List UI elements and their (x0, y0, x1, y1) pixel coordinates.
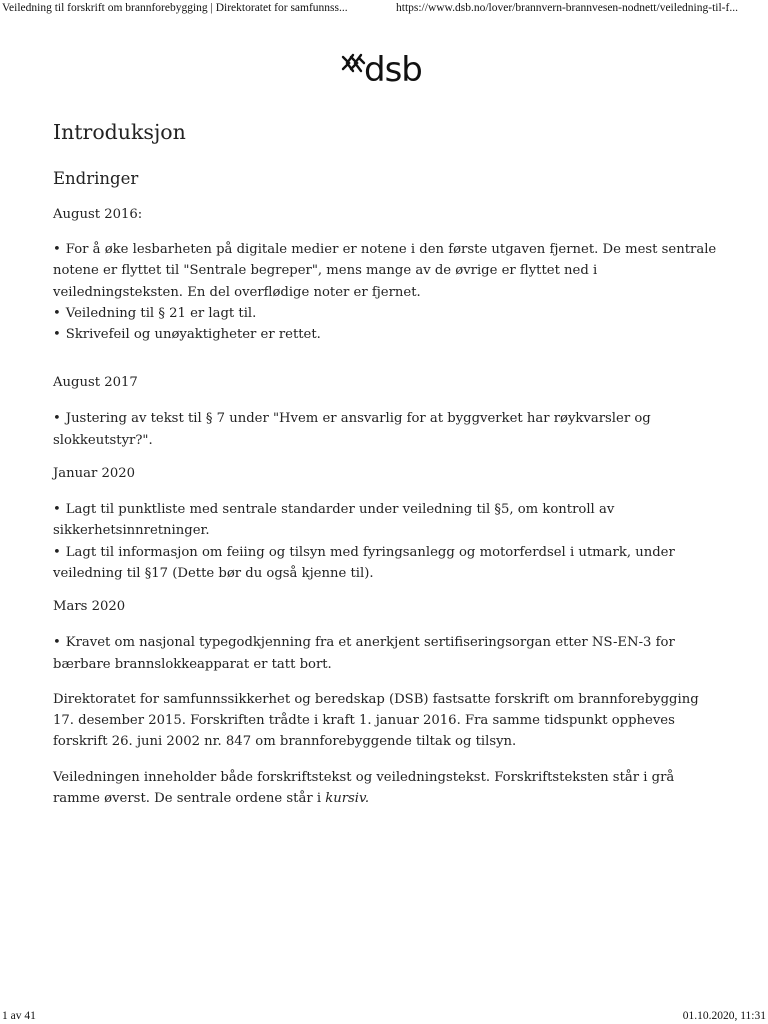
list-item: • Skrivefeil og unøyaktigheter er rettet. (53, 324, 723, 345)
dsb-star-mark-icon (340, 52, 366, 74)
dsb-logo[interactable] (340, 52, 422, 94)
main-content (53, 118, 723, 809)
change-date-heading: August 2016: (53, 207, 143, 222)
list-item: • Kravet om nasjonal typegodkjenning fra et anerkjent sertifiseringsorgan etter NS-EN-3 for bærbare brannslokkeapparat er tatt bort. (53, 632, 723, 675)
list-item: • Veiledning til § 21 er lagt til. (53, 303, 723, 324)
guide-paragraph-text: Veiledningen inneholder både forskriftstekst og veiledningstekst. Forskriftsteksten står i grå ramme øverst. De sentrale ordene står i (53, 769, 675, 807)
print-footer (0, 1008, 768, 1024)
section-heading-endringer: Endringer (53, 169, 139, 188)
list-item: • Lagt til informasjon om feiing og tilsyn med fyringsanlegg og motorferdsel i utmark, under veiledning til §17 (Dette bør du også kjenne til). (53, 542, 723, 585)
change-date-heading: August 2017 (53, 375, 138, 391)
print-header-title: Veiledning til forskrift om brannforebygging | Direktoratet for samfunnss... (2, 2, 348, 14)
change-section (53, 205, 723, 345)
change-list (53, 499, 723, 584)
change-list (53, 632, 723, 675)
guide-paragraph (53, 767, 723, 810)
change-section (53, 464, 723, 584)
change-section (53, 373, 723, 451)
page-counter: 1 av 41 (2, 1010, 36, 1022)
print-header-url[interactable]: https://www.dsb.no/lover/brannvern-brannvesen-nodnett/veiledning-til-f... (396, 2, 738, 14)
print-header (0, 0, 768, 18)
change-date-heading: Januar 2020 (53, 466, 136, 482)
change-section (53, 597, 723, 675)
print-datetime: 01.10.2020, 11:31 (682, 1010, 766, 1022)
change-list (53, 408, 723, 451)
list-item: • Lagt til punktliste med sentrale standarder under veiledning til §5, om kontroll av sikkerhetsinnretninger. (53, 499, 723, 542)
change-list (53, 239, 723, 345)
intro-paragraph: Direktoratet for samfunnssikkerhet og beredskap (DSB) fastsatte forskrift om brannforebygging 17. desember 2015. Forskriften trådte i kraft 1. januar 2016. Fra samme tidspunkt oppheves forskrift 26. juni 2002 nr. 847 om brannforebyggende tiltak og tilsyn. (53, 691, 699, 750)
page-title: Introduksjon (53, 120, 186, 144)
list-item: • For å øke lesbarheten på digitale medier er notene i den første utgaven fjernet. De mest sentrale notene er flyttet til "Sentrale begreper", mens mange av de øvrige er flyttet ned i veiledningsteksten. En del overflødige noter er fjernet. (53, 239, 723, 303)
italic-word: kursiv. (325, 791, 370, 807)
change-date-heading: Mars 2020 (53, 599, 126, 615)
list-item: • Justering av tekst til § 7 under "Hvem er ansvarlig for at byggverket har røykvarsler og slokkeutstyr?". (53, 408, 723, 451)
logo-wordmark: dsb (364, 50, 422, 90)
